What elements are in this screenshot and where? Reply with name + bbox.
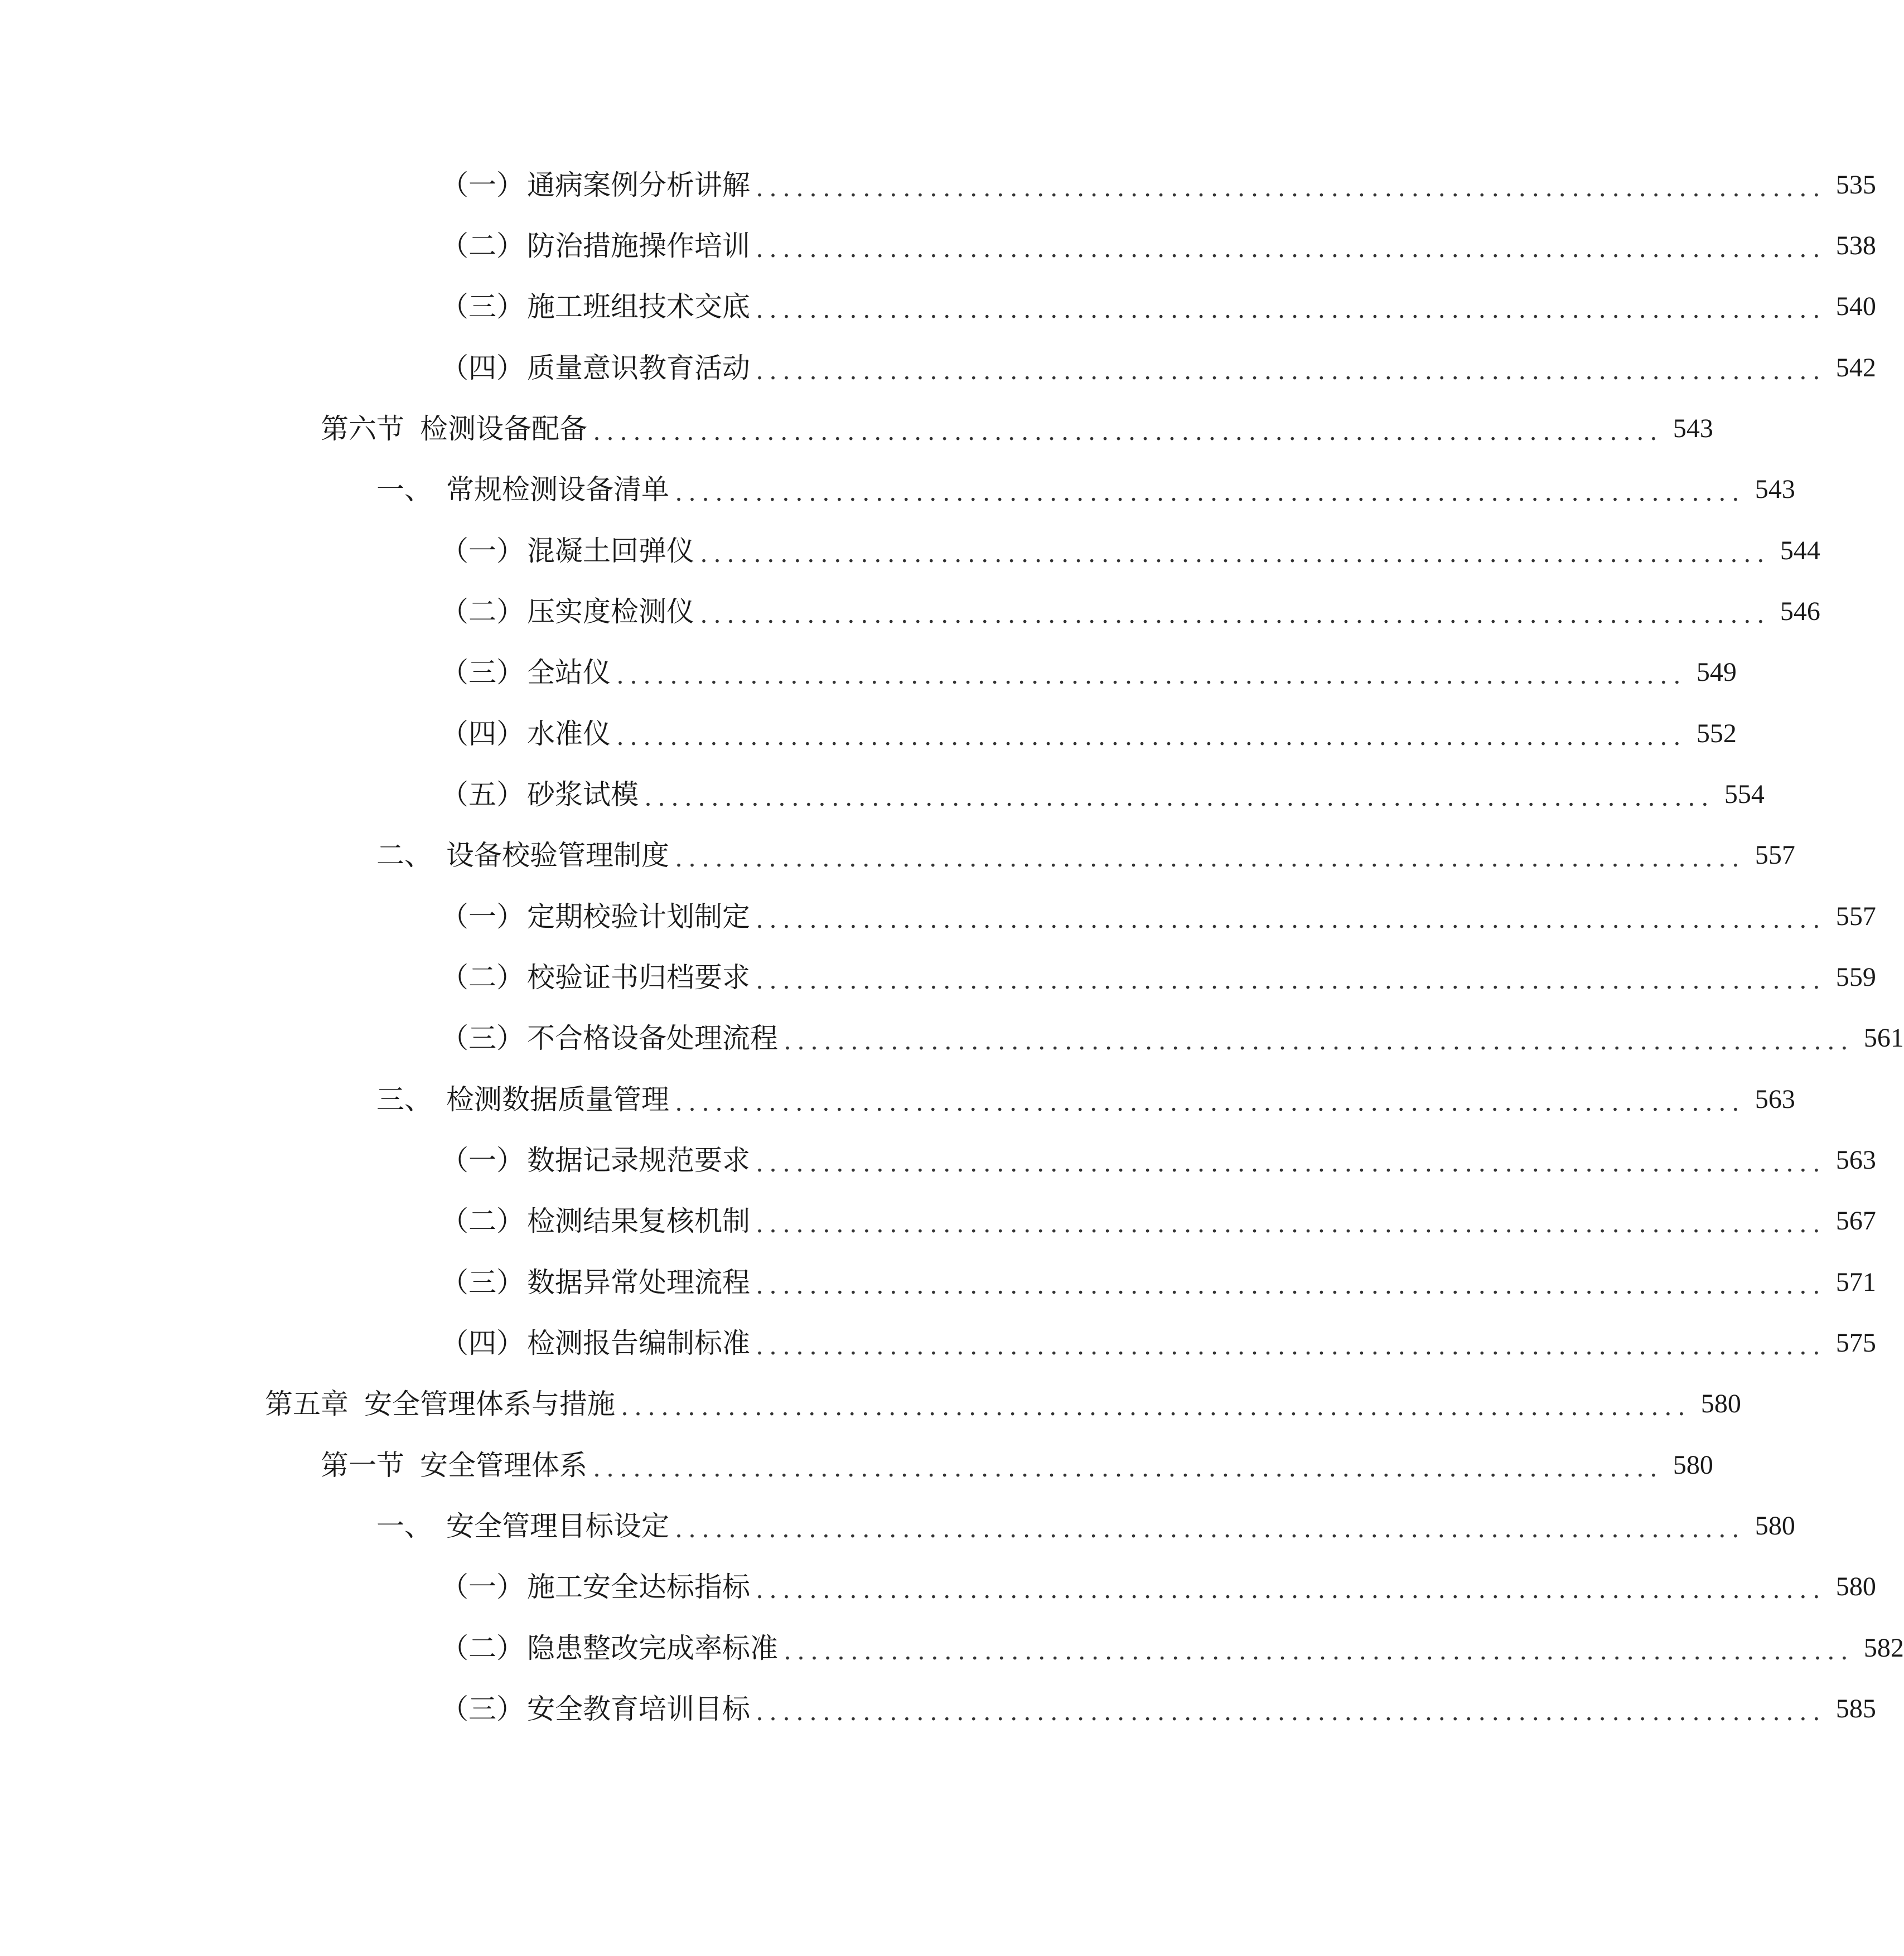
entry-number: （五） — [441, 778, 524, 811]
entry-number: （四） — [441, 718, 524, 750]
entry-title: 设备校验管理制度 — [446, 839, 669, 872]
page-number: 542 — [1835, 353, 1876, 383]
toc-entry[interactable] — [321, 406, 1713, 451]
dot-leader: ................................................................................ — [756, 1271, 1826, 1300]
entry-title: 砂浆试模 — [527, 778, 639, 811]
page-number: 559 — [1835, 962, 1876, 992]
entry-title: 水准仪 — [527, 718, 611, 750]
page-number: 580 — [1835, 1572, 1876, 1601]
dot-leader: ................................................................................ — [593, 1454, 1663, 1483]
toc-entry[interactable] — [441, 955, 1876, 1000]
entry-title: 施工班组技术交底 — [527, 291, 750, 323]
entry-number: （三） — [441, 1693, 524, 1725]
entry-title: 定期校验计划制定 — [527, 900, 750, 933]
page-number: 580 — [1700, 1389, 1741, 1418]
page-number: 571 — [1835, 1267, 1876, 1297]
entry-number: 一、 — [376, 1510, 432, 1542]
page-number: 582 — [1863, 1633, 1904, 1663]
page-number: 563 — [1755, 1084, 1795, 1114]
toc-entry[interactable] — [376, 833, 1795, 878]
page-number: 538 — [1835, 231, 1876, 260]
dot-leader: ................................................................................ — [675, 1515, 1745, 1543]
entry-number: （二） — [441, 230, 524, 262]
entry-number: （一） — [441, 1144, 524, 1176]
entry-number: 第五章 — [265, 1388, 349, 1420]
entry-number: 第六节 — [321, 413, 404, 445]
page-number: 575 — [1835, 1328, 1876, 1358]
dot-leader: ................................................................................ — [756, 174, 1826, 202]
dot-leader: ................................................................................ — [644, 783, 1714, 812]
entry-number: （二） — [441, 1205, 524, 1237]
entry-number: （一） — [441, 1571, 524, 1603]
dot-leader: ................................................................................ — [616, 661, 1686, 690]
toc-entry[interactable] — [441, 711, 1737, 756]
page-number: 557 — [1755, 840, 1795, 870]
page-number: 563 — [1835, 1145, 1876, 1175]
entry-title: 安全管理体系与措施 — [364, 1388, 615, 1420]
entry-title: 常规检测设备清单 — [446, 473, 669, 506]
toc-entry[interactable] — [376, 1077, 1795, 1122]
toc-entry[interactable] — [441, 1199, 1876, 1243]
entry-title: 安全管理体系 — [420, 1449, 587, 1481]
page-number: 557 — [1835, 902, 1876, 931]
page-number: 561 — [1863, 1023, 1904, 1053]
dot-leader: ................................................................................ — [675, 1088, 1745, 1117]
toc-entry[interactable] — [441, 1321, 1876, 1366]
dot-leader: ................................................................................ — [756, 1210, 1826, 1238]
page-number: 546 — [1780, 597, 1820, 626]
entry-number: （一） — [441, 900, 524, 933]
entry-number: （四） — [441, 352, 524, 384]
entry-title: 数据异常处理流程 — [527, 1266, 750, 1299]
toc-entry[interactable] — [441, 1138, 1876, 1183]
dot-leader: ................................................................................ — [621, 1393, 1691, 1421]
dot-leader: ................................................................................ — [616, 723, 1686, 751]
entry-title: 防治措施操作培训 — [527, 230, 750, 262]
page-number: 580 — [1755, 1511, 1795, 1541]
entry-title: 检测数据质量管理 — [446, 1083, 669, 1116]
entry-number: （三） — [441, 1022, 524, 1054]
entry-number: （三） — [441, 1266, 524, 1299]
entry-title: 质量意识教育活动 — [527, 352, 750, 384]
page-number: 543 — [1673, 414, 1713, 443]
page-number: 585 — [1835, 1694, 1876, 1723]
dot-leader: ................................................................................ — [756, 906, 1826, 934]
entry-number: 一、 — [376, 473, 432, 506]
entry-number: （一） — [441, 535, 524, 567]
toc-entry[interactable] — [441, 529, 1820, 573]
page-number: 552 — [1696, 719, 1737, 748]
entry-title: 混凝土回弹仪 — [527, 535, 694, 567]
entry-title: 隐患整改完成率标准 — [527, 1632, 778, 1664]
dot-leader: ................................................................................ — [756, 1698, 1826, 1726]
entry-title: 检测报告编制标准 — [527, 1327, 750, 1359]
toc-entry[interactable] — [441, 894, 1876, 939]
toc-entry[interactable] — [441, 284, 1876, 329]
entry-number: （二） — [441, 1632, 524, 1664]
entry-number: （三） — [441, 656, 524, 689]
page-number: 544 — [1780, 536, 1820, 565]
entry-title: 检测设备配备 — [420, 413, 587, 445]
page-number: 549 — [1696, 657, 1737, 687]
dot-leader: ................................................................................ — [593, 418, 1663, 446]
dot-leader: ................................................................................ — [700, 540, 1770, 568]
dot-leader: ................................................................................ — [700, 601, 1770, 629]
page-number: 543 — [1755, 475, 1795, 504]
toc-entry[interactable] — [441, 224, 1876, 268]
entry-number: 二、 — [376, 839, 432, 872]
entry-title: 安全管理目标设定 — [446, 1510, 669, 1542]
toc-entry[interactable] — [441, 346, 1876, 390]
entry-title: 校验证书归档要求 — [527, 961, 750, 994]
entry-title: 压实度检测仪 — [527, 595, 694, 628]
toc-entry[interactable] — [376, 1504, 1795, 1548]
entry-title: 数据记录规范要求 — [527, 1144, 750, 1176]
toc-entry[interactable] — [321, 1443, 1713, 1488]
dot-leader: ................................................................................ — [756, 1149, 1826, 1178]
dot-leader: ................................................................................ — [756, 235, 1826, 263]
page-number: 580 — [1673, 1450, 1713, 1480]
toc-entry[interactable] — [441, 772, 1765, 817]
dot-leader: ................................................................................ — [675, 478, 1745, 507]
entry-title: 安全教育培训目标 — [527, 1693, 750, 1725]
entry-title: 不合格设备处理流程 — [527, 1022, 778, 1054]
toc-entry[interactable] — [441, 163, 1876, 207]
toc-entry[interactable] — [265, 1382, 1741, 1426]
entry-number: （一） — [441, 169, 524, 201]
entry-number: （二） — [441, 595, 524, 628]
dot-leader: ................................................................................ — [756, 1332, 1826, 1361]
dot-leader: ................................................................................ — [756, 296, 1826, 324]
entry-title: 施工安全达标指标 — [527, 1571, 750, 1603]
entry-title: 检测结果复核机制 — [527, 1205, 750, 1237]
entry-title: 全站仪 — [527, 656, 611, 689]
entry-number: （二） — [441, 961, 524, 994]
toc-entry[interactable] — [441, 1565, 1876, 1609]
dot-leader: ................................................................................ — [756, 357, 1826, 385]
dot-leader: ................................................................................ — [756, 1576, 1826, 1604]
dot-leader: ................................................................................ — [675, 844, 1745, 873]
entry-number: （三） — [441, 291, 524, 323]
toc-entry[interactable] — [441, 1626, 1904, 1671]
page-number: 535 — [1835, 170, 1876, 200]
entry-title: 通病案例分析讲解 — [527, 169, 750, 201]
entry-number: （四） — [441, 1327, 524, 1359]
page-number: 554 — [1724, 780, 1765, 809]
page-number: 540 — [1835, 292, 1876, 321]
toc-entry[interactable] — [376, 467, 1795, 512]
page-number: 567 — [1835, 1206, 1876, 1236]
entry-number: 第一节 — [321, 1449, 404, 1481]
dot-leader: ................................................................................ — [784, 1027, 1854, 1056]
toc-entry[interactable] — [441, 1260, 1876, 1305]
dot-leader: ................................................................................ — [784, 1637, 1854, 1665]
toc-entry[interactable] — [441, 1016, 1904, 1061]
toc-entry[interactable] — [441, 1687, 1876, 1731]
entry-number: 三、 — [376, 1083, 432, 1116]
dot-leader: ................................................................................ — [756, 966, 1826, 995]
toc-entry[interactable] — [441, 589, 1820, 634]
toc-entry[interactable] — [441, 650, 1737, 695]
